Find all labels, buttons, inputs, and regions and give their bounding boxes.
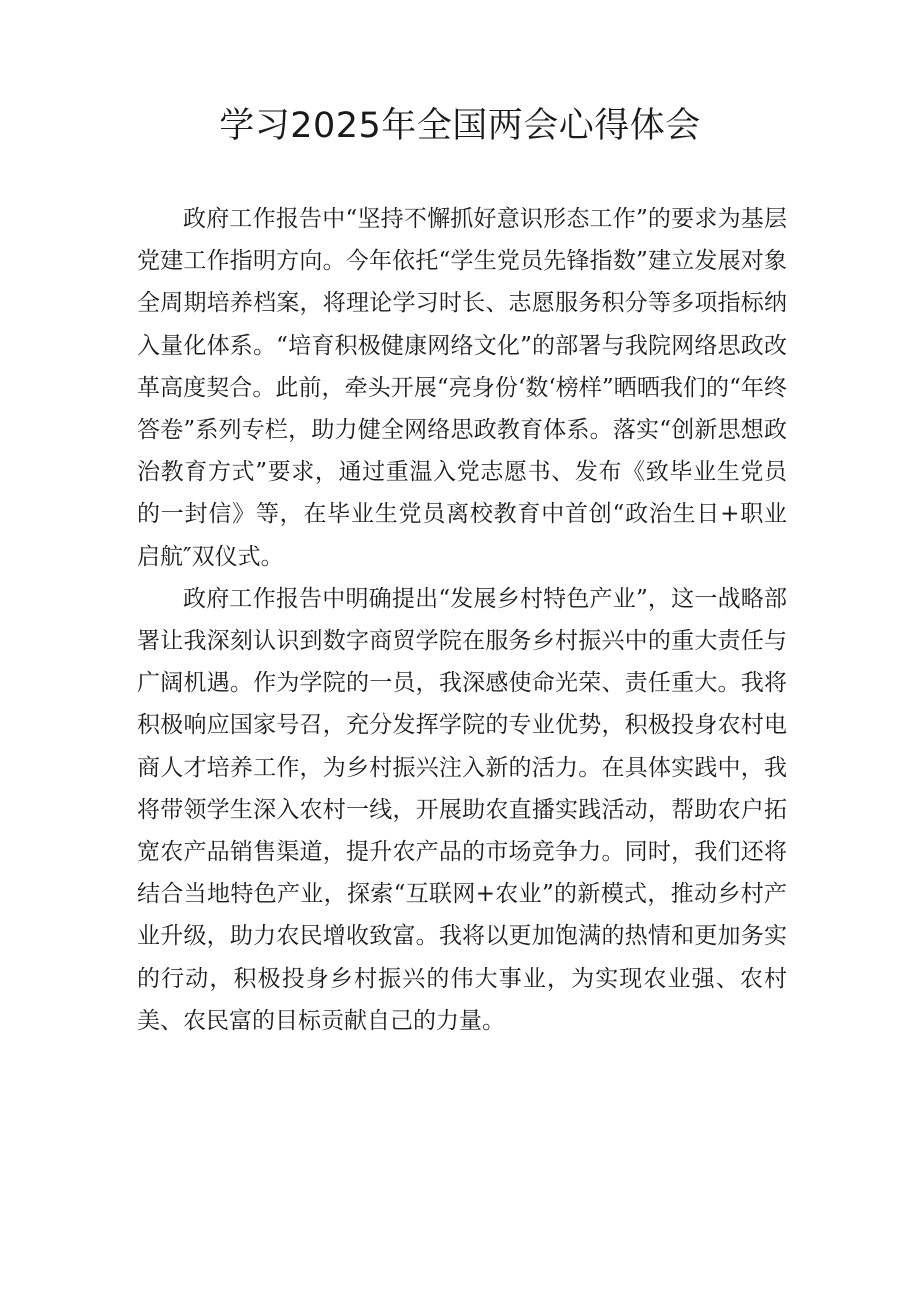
paragraph-1: 政府工作报告中“坚持不懈抓好意识形态工作”的要求为基层党建工作指明方向。今年依托“学生党员先锋指数”建立发展对象全周期培养档案，将理论学习时长、志愿服务积分等多项指标纳入量化体系。“培育积极健康网络文化”的部署与我院网络思政改革高度契合。此前，牵头开展“亮身份‘数‘榜样”晒晒我们的“年终答卷”系列专栏，助力健全网络思政教育体系。落实“创新思想政治教育方式”要求，通过重温入党志愿书、发布《致毕业生党员的一封信》等，在毕业生党员离校教育中首创“政治生日+职业启航″双仪式。	[137, 206, 787, 570]
paragraph-2: 政府工作报告中明确提出“发展乡村特色产业”，这一战略部署让我深刻认识到数字商贸学院在服务乡村振兴中的重大责任与广阔机遇。作为学院的一员，我深感使命光荣、责任重大。我将积极响应国家号召，充分发挥学院的专业优势，积极投身农村电商人才培养工作，为乡村振兴注入新的活力。在具体实践中，我将带领学生深入农村一线，开展助农直播实践活动，帮助农户拓宽农产品销售渠道，提升农产品的市场竞争力。同时，我们还将结合当地特色产业，探索“互联网+农业”的新模式，推动乡村产业升级，助力农民增收致富。我将以更加饱满的热情和更加务实的行动，积极投身乡村振兴的伟大事业，为实现农业强、农村美、农民富的目标贡献自己的力量。	[137, 585, 787, 1034]
document-title: 学习2025年全国两会心得体会	[219, 106, 701, 146]
document-body	[137, 198, 787, 1042]
